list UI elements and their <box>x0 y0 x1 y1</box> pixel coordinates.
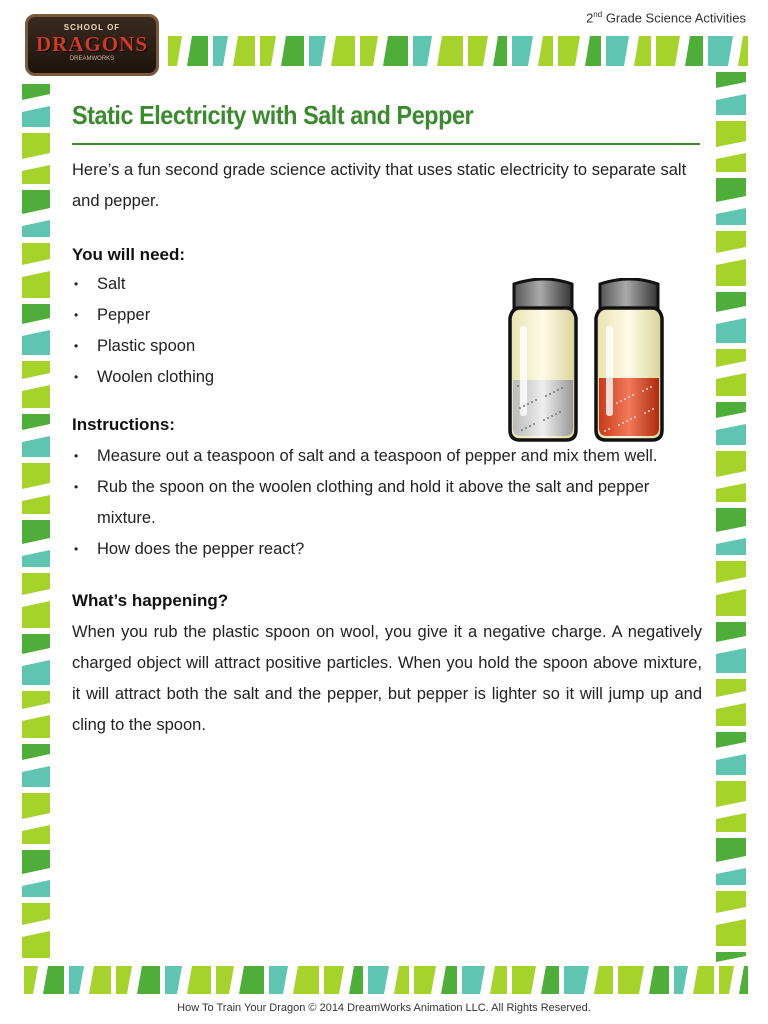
border-tile <box>719 966 734 994</box>
speckle <box>610 404 612 406</box>
border-tile <box>716 891 746 913</box>
border-tile <box>368 966 389 994</box>
page-title: Static Electricity with Salt and Pepper <box>72 100 474 130</box>
border-tile <box>22 825 50 844</box>
border-tile <box>462 966 485 994</box>
border-tile <box>24 966 38 994</box>
border-tile <box>716 589 746 616</box>
border-tile <box>716 231 746 253</box>
speckle <box>652 408 654 410</box>
border-tile <box>22 931 50 958</box>
border-tile <box>739 966 748 994</box>
speckle <box>517 385 519 387</box>
speckle <box>632 394 634 396</box>
border-tile <box>716 318 746 343</box>
speckle <box>553 391 555 393</box>
speckle <box>543 419 545 421</box>
logo-top-text: SCHOOL OF <box>63 23 121 32</box>
speckle <box>648 410 650 412</box>
border-tile <box>22 634 50 654</box>
instructions-heading: Instructions: <box>72 415 175 434</box>
border-tile <box>708 36 733 66</box>
speckle <box>545 395 547 397</box>
border-tile <box>716 508 746 532</box>
border-tile <box>22 190 50 214</box>
border-tile <box>716 732 746 748</box>
border-tile <box>22 520 50 544</box>
border-tile <box>594 966 613 994</box>
border-tile <box>43 966 64 994</box>
border-tile <box>716 402 746 418</box>
border-tile <box>716 919 746 946</box>
border-tile <box>716 483 746 502</box>
speckle <box>529 425 531 427</box>
speckle <box>634 416 636 418</box>
speckle <box>521 429 523 431</box>
border-tile <box>137 966 160 994</box>
border-tile <box>649 966 669 994</box>
speckle <box>531 401 533 403</box>
school-of-dragons-logo <box>25 14 159 76</box>
border-tile <box>293 966 319 994</box>
border-tile <box>239 966 264 994</box>
border-tile <box>22 495 50 514</box>
border-top <box>168 36 748 66</box>
border-tile <box>309 36 326 66</box>
border-tile <box>383 36 408 66</box>
speckle <box>527 403 529 405</box>
border-tile <box>22 793 50 819</box>
border-tile <box>716 703 746 726</box>
border-tile <box>331 36 355 66</box>
speckle <box>559 411 561 413</box>
border-tile <box>716 94 746 115</box>
border-tile <box>716 349 746 367</box>
border-tile <box>468 36 488 66</box>
speckle <box>628 396 630 398</box>
border-tile <box>716 424 746 445</box>
border-tile <box>22 691 50 709</box>
border-tile <box>716 153 746 172</box>
border-tile <box>512 36 533 66</box>
border-tile <box>437 36 463 66</box>
intro-text: Here’s a fun second grade science activity that uses static electricity to separate salt and pepper. <box>72 161 687 210</box>
border-tile <box>22 850 50 874</box>
speckle <box>555 413 557 415</box>
speckle <box>535 399 537 401</box>
logo-sub-text: DREAMWORKS <box>69 56 115 62</box>
border-tile <box>269 966 288 994</box>
you-will-need-heading: You will need: <box>72 245 186 264</box>
border-tile <box>22 361 50 379</box>
border-tile <box>213 36 228 66</box>
list-item: • How does the pepper react? <box>72 534 702 565</box>
speckle <box>549 393 551 395</box>
border-tile <box>394 966 409 994</box>
speckle <box>547 417 549 419</box>
speckle <box>618 424 620 426</box>
list-item: • Plastic spoon <box>72 331 702 362</box>
border-tile <box>541 966 559 994</box>
border-tile <box>22 84 50 100</box>
border-tile <box>165 966 182 994</box>
speckle <box>642 390 644 392</box>
list-item: • Woolen clothing <box>72 362 702 393</box>
border-tile <box>22 271 50 298</box>
border-tile <box>716 451 746 477</box>
border-tile <box>281 36 304 66</box>
border-tile <box>716 208 746 225</box>
border-tile <box>738 36 748 66</box>
border-tile <box>564 966 589 994</box>
border-tile <box>324 966 344 994</box>
border-tile <box>716 561 746 583</box>
border-tile <box>414 966 436 994</box>
whats-happening-heading: What’s happening? <box>72 591 229 610</box>
border-tile <box>606 36 629 66</box>
border-tile <box>89 966 111 994</box>
border-tile <box>716 292 746 312</box>
pepper-shaker <box>596 279 662 440</box>
border-tile <box>716 622 746 642</box>
border-tile <box>634 36 651 66</box>
speckle <box>557 389 559 391</box>
border-tile <box>490 966 507 994</box>
border-tile <box>558 36 580 66</box>
border-tile <box>116 966 132 994</box>
border-tile <box>22 243 50 265</box>
border-tile <box>413 36 432 66</box>
border-tile <box>716 781 746 807</box>
border-tile <box>22 106 50 127</box>
border-tile <box>233 36 255 66</box>
border-tile <box>716 868 746 885</box>
border-tile <box>22 414 50 430</box>
logo-main-text: DRAGONS <box>35 32 148 56</box>
speckle <box>604 430 606 432</box>
border-tile <box>716 178 746 202</box>
border-tile <box>216 966 234 994</box>
border-tile <box>187 36 208 66</box>
speckle <box>616 402 618 404</box>
border-left <box>22 84 50 960</box>
border-bottom <box>24 966 748 994</box>
border-tile <box>618 966 644 994</box>
border-tile <box>716 754 746 775</box>
list-item: • Measure out a teaspoon of salt and a teaspoon of pepper and mix them well. <box>72 441 702 472</box>
border-tile <box>22 903 50 925</box>
border-tile <box>22 220 50 237</box>
border-tile <box>22 436 50 457</box>
speckle <box>519 407 521 409</box>
border-tile <box>22 573 50 595</box>
border-tile <box>493 36 507 66</box>
border-tile <box>22 880 50 897</box>
border-tile <box>22 330 50 355</box>
speckle <box>620 400 622 402</box>
border-tile <box>441 966 457 994</box>
explanation-text: When you rub the plastic spoon on wool, you give it a negative charge. A negatively charged object will attract positive particles. When you hold the spoon above mixture, it will attract both the salt and the pepper, but pepper is lighter so it will jump up and cling to the spoon. <box>72 623 702 734</box>
border-tile <box>22 165 50 184</box>
speckle <box>561 387 563 389</box>
title-divider <box>72 143 700 145</box>
border-tile <box>716 72 746 88</box>
border-tile <box>716 259 746 286</box>
border-tile <box>716 679 746 697</box>
border-tile <box>716 121 746 147</box>
border-tile <box>674 966 688 994</box>
speckle <box>523 405 525 407</box>
border-tile <box>716 648 746 673</box>
speckle <box>650 386 652 388</box>
border-tile <box>168 36 182 66</box>
border-tile <box>69 966 84 994</box>
salt-shaker <box>510 279 576 440</box>
border-tile <box>22 133 50 159</box>
border-tile <box>360 36 378 66</box>
border-tile <box>22 304 50 324</box>
grade-label: 2nd Grade Science Activities <box>586 10 746 26</box>
border-tile <box>22 550 50 567</box>
border-tile <box>187 966 211 994</box>
speckle <box>626 420 628 422</box>
border-tile <box>22 385 50 408</box>
border-tile <box>693 966 714 994</box>
border-tile <box>22 660 50 685</box>
border-tile <box>512 966 536 994</box>
speckle <box>630 418 632 420</box>
salt-pepper-shakers-illustration <box>500 278 672 447</box>
list-item: • Rub the spoon on the woolen clothing and hold it above the salt and pepper mixture. <box>72 472 702 534</box>
border-tile <box>685 36 703 66</box>
border-tile <box>22 766 50 787</box>
speckle <box>608 428 610 430</box>
border-tile <box>716 538 746 555</box>
border-right <box>716 72 746 962</box>
speckle <box>606 406 608 408</box>
list-item: • Pepper <box>72 300 702 331</box>
speckle <box>622 422 624 424</box>
border-tile <box>22 463 50 489</box>
list-item: • Salt <box>72 269 702 300</box>
border-tile <box>716 373 746 396</box>
border-tile <box>22 744 50 760</box>
instructions-list <box>72 441 702 565</box>
border-tile <box>716 952 746 962</box>
speckle <box>533 423 535 425</box>
border-tile <box>538 36 553 66</box>
speckle <box>551 415 553 417</box>
border-tile <box>22 715 50 738</box>
border-tile <box>585 36 601 66</box>
border-tile <box>656 36 680 66</box>
border-tile <box>260 36 276 66</box>
speckle <box>646 388 648 390</box>
speckle <box>644 412 646 414</box>
border-tile <box>716 838 746 862</box>
speckle <box>624 398 626 400</box>
border-tile <box>349 966 363 994</box>
border-tile <box>716 813 746 832</box>
copyright-footer: How To Train Your Dragon © 2014 DreamWorks Animation LLC. All Rights Reserved. <box>177 1002 591 1014</box>
border-tile <box>22 601 50 628</box>
speckle <box>525 427 527 429</box>
